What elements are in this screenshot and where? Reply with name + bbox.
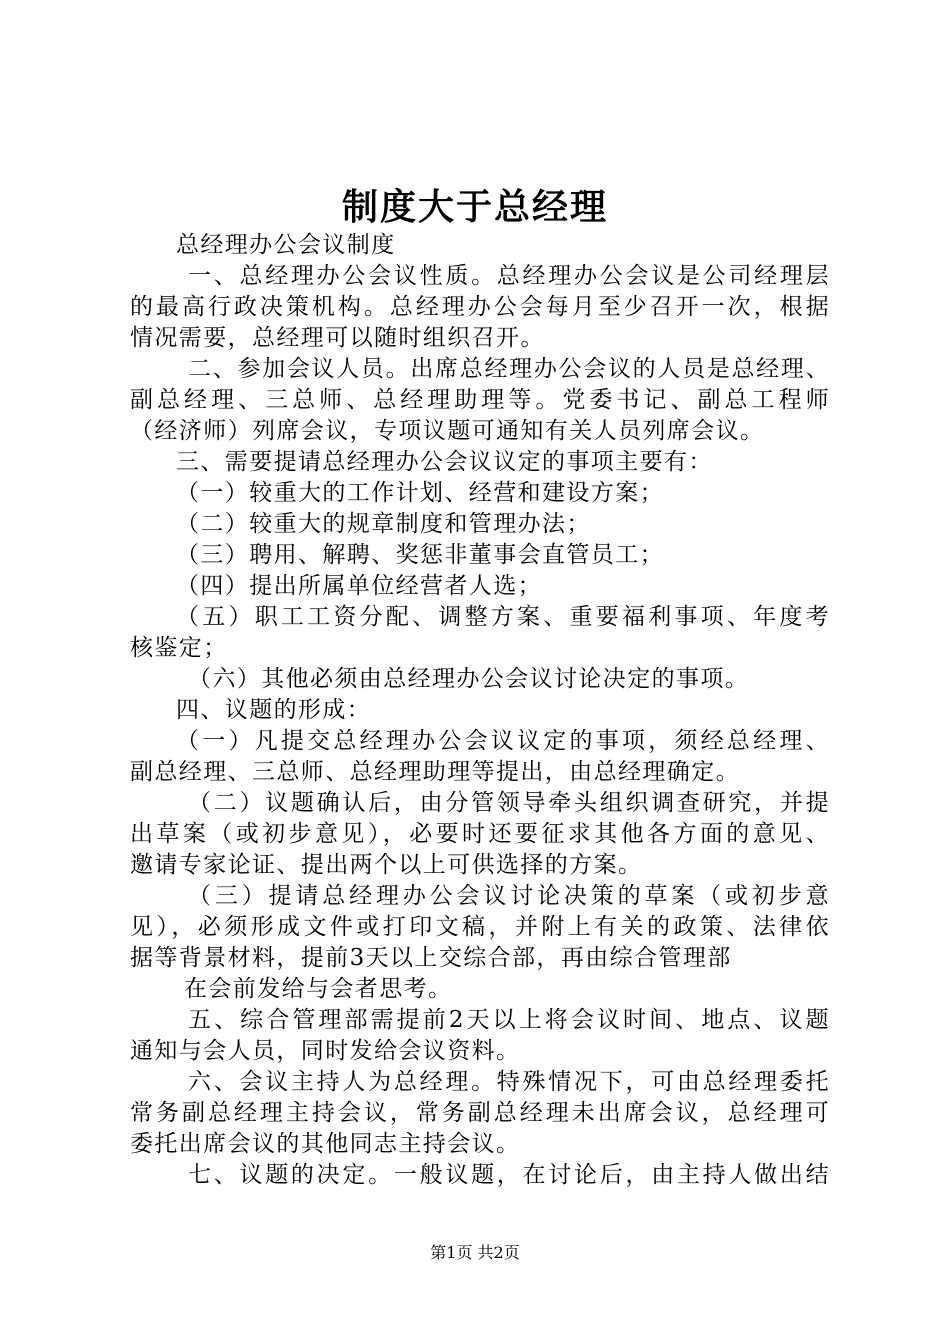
text-line: 情况需要，总经理可以随时组织召开。 [130,325,545,351]
text-line: （二）议题确认后，由分管领导牵头组织调查研究，并提 [188,790,830,816]
text-line: （六）其他必须由总经理办公会议讨论决定的事项。 [188,666,750,692]
text-line: 副总经理、三总师、总经理助理等提出，由总经理确定。 [130,759,740,785]
text-line: 据等背景材料，提前3天以上交综合部，再由综合管理部 [130,945,732,971]
text-line: 副总经理、三总师、总经理助理等。党委书记、副总工程师 [130,387,830,413]
text-line: （二）较重大的规章制度和管理办法； [176,511,591,537]
text-line: 委托出席会议的其他同志主持会议。 [130,1131,521,1157]
text-line: 出草案（或初步意见），必要时还要征求其他各方面的意见、 [130,821,830,847]
document-title: 制度大于总经理 [341,187,608,228]
text-line: （一）较重大的工作计划、经营和建设方案； [176,480,664,506]
text-line: 常务副总经理主持会议，常务副总经理未出席会议，总经理可 [130,1100,830,1126]
text-line: （经济师）列席会议，专项议题可通知有关人员列席会议。 [130,418,765,444]
text-line: 见），必须形成文件或打印文稿，并附上有关的政策、法律依 [130,914,830,940]
text-line: 的最高行政决策机构。总经理办公会每月至少召开一次，根据 [130,294,830,320]
text-line: 邀请专家论证、提出两个以上可供选择的方案。 [130,852,643,878]
text-line: 三、需要提请总经理办公会议议定的事项主要有： [176,449,713,475]
text-line: 一、总经理办公会议性质。总经理办公会议是公司经理层 [188,263,830,289]
text-line: 通知与会人员，同时发给会议资料。 [130,1038,521,1064]
document-body [130,230,830,1191]
text-line: （五）职工工资分配、调整方案、重要福利事项、年度考 [176,604,830,630]
text-line: 六、会议主持人为总经理。特殊情况下，可由总经理委托 [188,1069,830,1095]
text-line: 五、综合管理部需提前2天以上将会议时间、地点、议题 [188,1007,830,1033]
text-line: 总经理办公会议制度 [176,232,396,258]
text-line: 二、参加会议人员。出席总经理办公会议的人员是总经理、 [188,356,830,382]
text-line: 核鉴定； [130,635,228,661]
text-line: （三）聘用、解聘、奖惩非董事会直管员工； [176,542,664,568]
text-line: 四、议题的形成： [176,697,372,723]
page-footer: 第1页 共2页 [430,1243,520,1262]
text-line: （四）提出所属单位经营者人选； [176,573,542,599]
text-line: （三）提请总经理办公会议讨论决策的草案（或初步意 [188,883,830,909]
text-line: （一）凡提交总经理办公会议议定的事项，须经总经理、 [176,728,830,754]
text-line: 在会前发给与会者思考。 [184,976,453,1002]
text-line: 七、议题的决定。一般议题，在讨论后，由主持人做出结 [188,1162,830,1188]
